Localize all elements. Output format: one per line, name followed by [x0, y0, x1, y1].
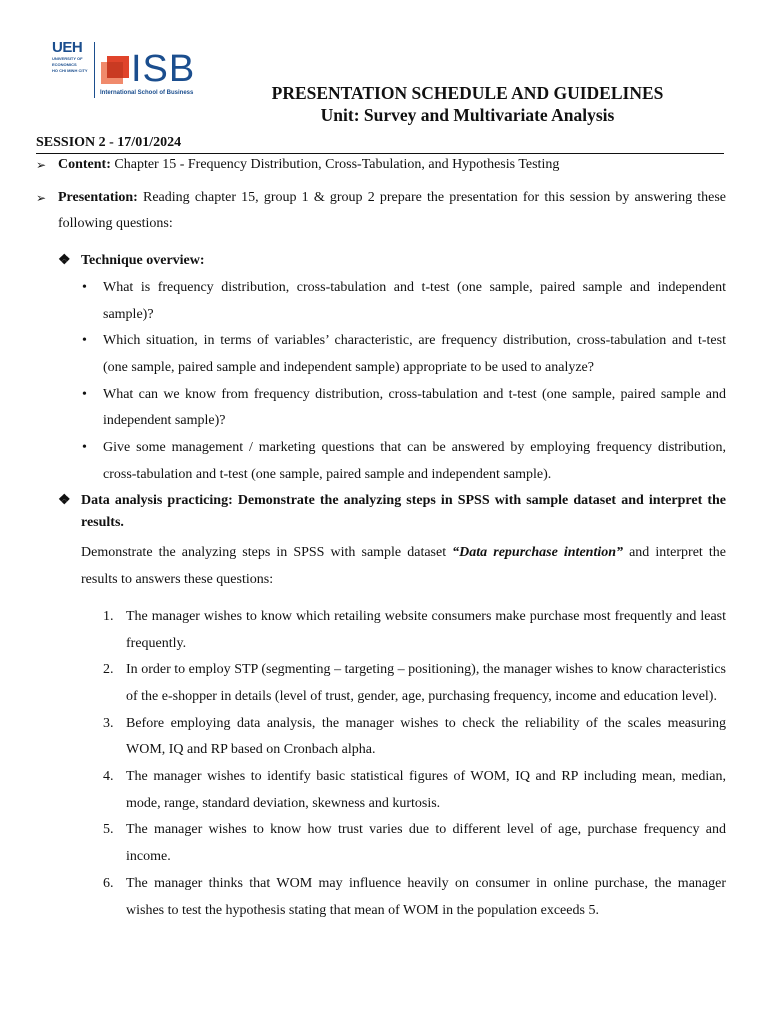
session-heading: SESSION 2 - 17/01/2024 [36, 133, 724, 154]
question-number: 4. [103, 769, 114, 785]
ueh-wordmark: UEH [52, 39, 83, 56]
list-item [36, 657, 726, 710]
practice-intro-text-end: and interpret the results to answers these questions: [81, 545, 726, 588]
content-text: Chapter 15 - Frequency Distribution, Cross-Tabulation, and Hypothesis Testing [110, 157, 560, 172]
technique-item-text: What can we know from frequency distribution, cross-tabulation and t-test (one sample, paired sample and independent sample)? [103, 386, 726, 429]
practice-heading-item [36, 490, 726, 534]
practice-intro-text: Demonstrate the analyzing steps in SPSS with sample dataset [81, 545, 453, 561]
question-text: The manager wishes to know which retailing website consumers make purchase most frequently and least frequently. [126, 608, 726, 651]
question-text: The manager wishes to know how trust varies due to different level of age, purchase frequency and income. [126, 822, 726, 865]
practice-heading: Data analysis practicing: Demonstrate the analyzing steps in SPSS with sample dataset and interpret the results. [81, 493, 726, 531]
question-number: 3. [103, 715, 114, 731]
list-item [36, 817, 726, 870]
presentation-item [36, 185, 726, 238]
list-item [36, 604, 726, 657]
logo-divider [94, 42, 95, 98]
ueh-subtitle-3: HO CHI MINH CITY [52, 68, 88, 73]
ueh-logo [52, 40, 90, 73]
ueh-isb-logo [52, 40, 202, 100]
isb-wordmark: ISB [131, 48, 196, 90]
list-item [36, 435, 726, 488]
technique-item-text: Give some management / marketing questions that can be answered by employing frequency distribution, cross-tabulation and t-test (one sample, paired sample and independent sample). [103, 440, 726, 482]
ueh-subtitle-2: ECONOMICS [52, 62, 77, 67]
isb-subtitle: International School of Business [100, 90, 194, 96]
question-list [36, 604, 726, 924]
title-line-2: Unit: Survey and Multivariate Analysis [320, 105, 615, 125]
presentation-text: Reading chapter 15, group 1 & group 2 prepare the presentation for this session by answering these following questions: [58, 189, 726, 232]
technique-item-text: Which situation, in terms of variables’ characteristic, are frequency distribution, cross-tabulation and t-test (one sample, paired sample and independent sample) appropriate to be used to analyze? [103, 333, 726, 375]
question-text: The manager thinks that WOM may influence heavily on consumer in online purchase, the manager wishes to test the hypothesis stating that mean of WOM in the population exceeds 5. [126, 875, 726, 918]
list-item [36, 764, 726, 817]
ueh-subtitle-1: UNIVERSITY OF [52, 56, 83, 61]
question-number: 2. [103, 662, 114, 678]
isb-mark-icon [101, 56, 129, 84]
document-title [240, 82, 695, 126]
technique-item-text: What is frequency distribution, cross-tabulation and t-test (one sample, paired sample and independent sample)? [103, 279, 726, 322]
bullet-dot-icon: • [82, 386, 87, 402]
content-label: Content: [58, 157, 111, 172]
arrow-bullet-icon: ➢ [36, 158, 47, 172]
list-item [36, 275, 726, 328]
document-body [36, 152, 726, 924]
content-item [36, 152, 726, 179]
technique-list [36, 275, 726, 489]
technique-heading: Technique overview: [81, 253, 205, 269]
question-number: 6. [103, 875, 114, 891]
list-item [36, 382, 726, 435]
question-number: 5. [103, 822, 114, 838]
arrow-bullet-icon: ➢ [36, 190, 47, 205]
question-text: Before employing data analysis, the manager wishes to check the reliability of the scales measuring WOM, IQ and RP based on Cronbach alpha. [126, 715, 726, 758]
dataset-name: “Data repurchase intention” [452, 545, 624, 561]
presentation-label: Presentation: [58, 189, 138, 205]
diamond-bullet-icon: ❖ [58, 253, 71, 269]
title-line-1: PRESENTATION SCHEDULE AND GUIDELINES [271, 83, 664, 103]
question-text: In order to employ STP (segmenting – targeting – positioning), the manager wishes to know characteristics of the e-shopper in details (level of trust, gender, age, purchasing frequency, income and education level). [126, 662, 726, 704]
bullet-dot-icon: • [82, 440, 87, 456]
practice-intro [36, 540, 726, 593]
technique-heading-item [36, 248, 726, 275]
diamond-bullet-icon: ❖ [58, 493, 71, 509]
question-text: The manager wishes to identify basic statistical figures of WOM, IQ and RP including mean, median, mode, range, standard deviation, skewness and kurtosis. [126, 769, 726, 811]
bullet-dot-icon: • [82, 333, 87, 349]
list-item [36, 871, 726, 924]
list-item [36, 328, 726, 381]
question-number: 1. [103, 608, 114, 624]
list-item [36, 711, 726, 764]
bullet-dot-icon: • [82, 279, 87, 295]
